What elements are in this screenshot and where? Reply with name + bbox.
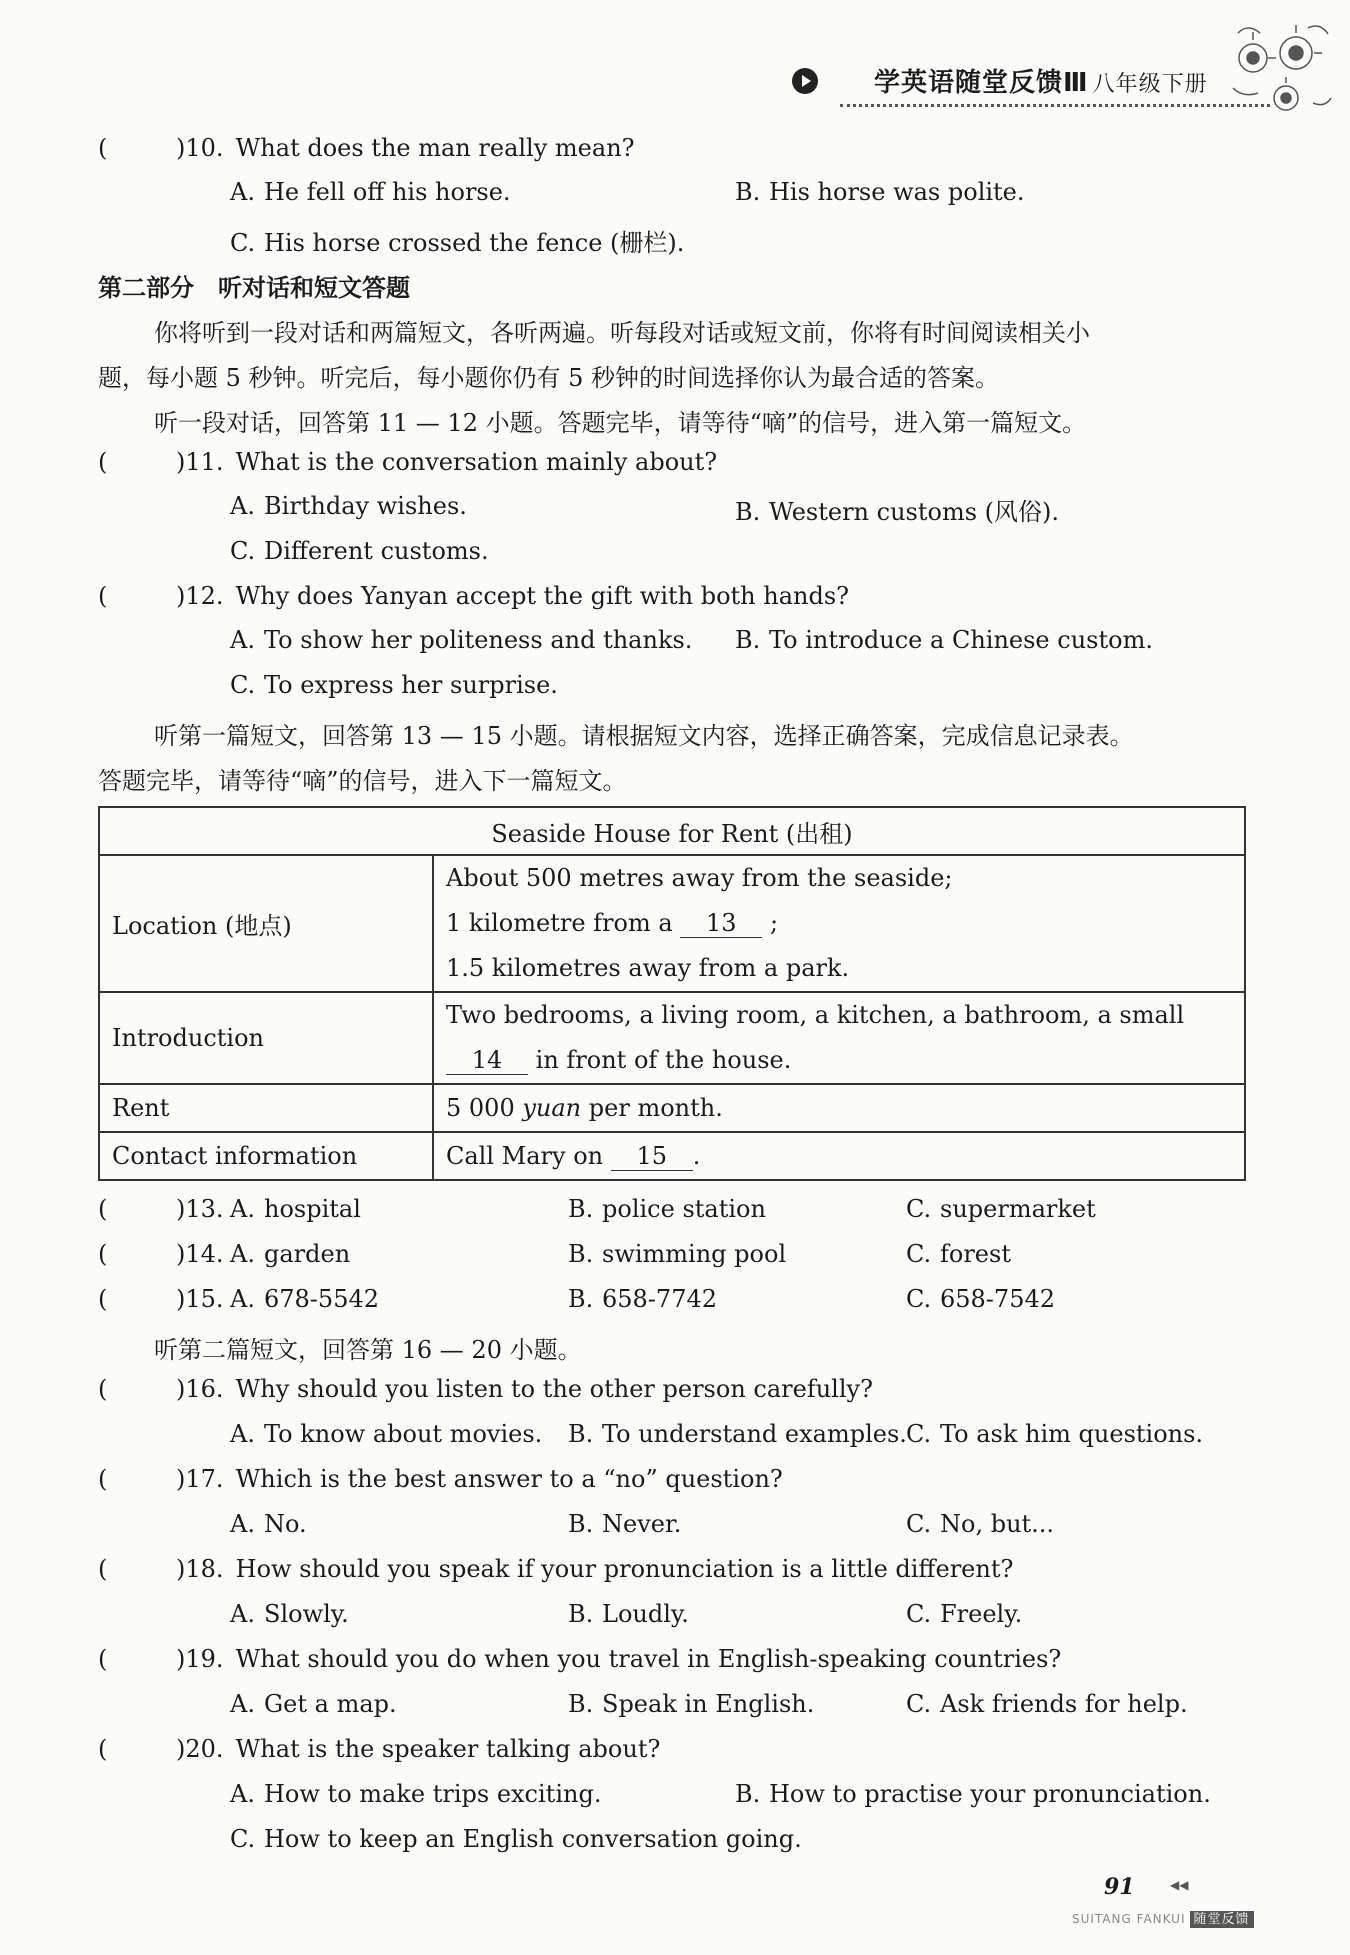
question-text: What is the conversation mainly about? (235, 448, 718, 476)
table-title: Seaside House for Rent (出租) (99, 807, 1245, 855)
question-number: )17. (176, 1465, 224, 1493)
question-15 (98, 1285, 228, 1313)
rent-label: Rent (99, 1084, 433, 1132)
instruction-line: 你将听到一段对话和两篇短文，各听两遍。听每段对话或短文前，你将有时间阅读相关小 (154, 319, 1090, 347)
question-20 (98, 1735, 660, 1763)
option-b[interactable]: B. swimming pool (568, 1240, 787, 1268)
rent-cell: 5 000 yuan per month. (433, 1084, 1245, 1132)
contact-cell: Call Mary on 15 . (433, 1132, 1245, 1180)
question-number: )15. (176, 1285, 224, 1313)
question-19 (98, 1645, 1061, 1673)
book-title: 学英语随堂反馈Ⅲ 八年级下册 (874, 68, 1208, 98)
option-a[interactable]: A. He fell off his horse. (230, 178, 511, 206)
option-b[interactable]: B. Never. (568, 1510, 682, 1538)
option-b[interactable]: B. Loudly. (568, 1600, 689, 1628)
option-a[interactable]: A. How to make trips exciting. (230, 1780, 602, 1808)
question-text: What should you do when you travel in English-speaking countries? (235, 1645, 1062, 1673)
info-table (98, 806, 1246, 1181)
option-b[interactable]: B. 658-7742 (568, 1285, 717, 1313)
section-title: 第二部分 听对话和短文答题 (98, 274, 410, 302)
answer-paren[interactable]: ( (98, 582, 108, 610)
option-b[interactable]: B. police station (568, 1195, 766, 1223)
passage-instruction: 听第二篇短文，回答第 16 — 20 小题。 (154, 1336, 582, 1364)
answer-paren[interactable]: ( (98, 1465, 108, 1493)
introduction-line: 14 in front of the house. (446, 1038, 1232, 1083)
location-line: 1 kilometre from a 13 ; (446, 909, 779, 937)
dialog-instruction: 听一段对话，回答第 11 — 12 小题。答题完毕，请等待“嘀”的信号，进入第一篇短文。 (154, 409, 1087, 437)
contact-label: Contact information (99, 1132, 433, 1180)
question-text: Why does Yanyan accept the gift with both hands? (235, 582, 850, 610)
answer-paren[interactable]: ( (98, 134, 108, 162)
location-line: About 500 metres away from the seaside; (446, 864, 953, 892)
option-c[interactable]: C. Freely. (906, 1600, 1023, 1628)
option-c[interactable]: C. 658-7542 (906, 1285, 1055, 1313)
option-c[interactable]: C. His horse crossed the fence (栅栏). (230, 229, 685, 257)
option-c[interactable]: C. Ask friends for help. (906, 1690, 1188, 1718)
question-13 (98, 1195, 228, 1223)
answer-paren[interactable]: ( (98, 1195, 108, 1223)
option-a[interactable]: A. 678-5542 (230, 1285, 379, 1313)
question-14 (98, 1240, 228, 1268)
location-cell (433, 855, 1245, 992)
question-12 (98, 582, 849, 610)
option-a[interactable]: A. No. (230, 1510, 307, 1538)
grade-label: 八年级下册 (1092, 72, 1208, 97)
double-left-arrow-icon: ◀◀ (1170, 1878, 1189, 1892)
option-c[interactable]: C. How to keep an English conversation going. (230, 1825, 802, 1853)
brand-en: SUITANG FANKUI (1072, 1912, 1186, 1926)
instruction-line: 题，每小题 5 秒钟。听完后，每小题你仍有 5 秒钟的时间选择你认为最合适的答案。 (98, 364, 1000, 392)
passage-instruction: 听第一篇短文，回答第 13 — 15 小题。请根据短文内容，选择正确答案，完成信息记录表。 (154, 722, 1134, 750)
option-b[interactable]: B. To understand examples. (568, 1420, 907, 1448)
answer-paren[interactable]: ( (98, 1735, 108, 1763)
page-number: 91 (1104, 1874, 1135, 1900)
header-divider (840, 104, 1270, 107)
introduction-label: Introduction (99, 992, 433, 1084)
footer-brand (1072, 1908, 1254, 1927)
option-b[interactable]: B. His horse was polite. (735, 178, 1025, 206)
option-a[interactable]: A. Birthday wishes. (230, 492, 467, 520)
location-label: Location (地点) (99, 855, 433, 992)
option-b[interactable]: B. Western customs (风俗). (735, 498, 1060, 526)
answer-paren[interactable]: ( (98, 1645, 108, 1673)
introduction-line: Two bedrooms, a living room, a kitchen, a bathroom, a small (446, 1001, 1185, 1029)
option-c[interactable]: C. forest (906, 1240, 1011, 1268)
question-text: How should you speak if your pronunciation is a little different? (235, 1555, 1014, 1583)
question-number: )14. (176, 1240, 224, 1268)
option-c[interactable]: C. No, but... (906, 1510, 1055, 1538)
question-text: Which is the best answer to a “no” question? (235, 1465, 783, 1493)
question-10 (98, 134, 635, 162)
question-17 (98, 1465, 783, 1493)
question-number: )12. (176, 582, 224, 610)
option-b[interactable]: B. How to practise your pronunciation. (735, 1780, 1211, 1808)
option-c[interactable]: C. Different customs. (230, 537, 489, 565)
question-number: )18. (176, 1555, 224, 1583)
option-b[interactable]: B. To introduce a Chinese custom. (735, 626, 1153, 654)
answer-paren[interactable]: ( (98, 1375, 108, 1403)
answer-paren[interactable]: ( (98, 448, 108, 476)
question-text: What does the man really mean? (235, 134, 635, 162)
question-16 (98, 1375, 873, 1403)
location-line: 1.5 kilometres away from a park. (446, 954, 850, 982)
question-number: )10. (176, 134, 224, 162)
option-a[interactable]: A. hospital (230, 1195, 361, 1223)
question-18 (98, 1555, 1013, 1583)
question-number: )20. (176, 1735, 224, 1763)
answer-paren[interactable]: ( (98, 1555, 108, 1583)
introduction-cell (433, 992, 1245, 1084)
answer-paren[interactable]: ( (98, 1285, 108, 1313)
blank-15[interactable]: 15 (611, 1142, 693, 1171)
option-c[interactable]: C. To ask him questions. (906, 1420, 1204, 1448)
option-c[interactable]: C. supermarket (906, 1195, 1096, 1223)
page-header (790, 58, 1290, 118)
option-a[interactable]: A. Get a map. (230, 1690, 397, 1718)
question-text: What is the speaker talking about? (235, 1735, 661, 1763)
play-circle-icon (792, 68, 818, 94)
passage-instruction: 答题完毕，请等待“嘀”的信号，进入下一篇短文。 (98, 767, 627, 795)
question-number: )13. (176, 1195, 224, 1223)
flower-ornament-icon (1218, 18, 1338, 128)
option-c[interactable]: C. To express her surprise. (230, 671, 558, 699)
question-number: )11. (176, 448, 224, 476)
option-a[interactable]: A. To show her politeness and thanks. (230, 626, 693, 654)
option-a[interactable]: A. To know about movies. (230, 1420, 543, 1448)
option-b[interactable]: B. Speak in English. (568, 1690, 815, 1718)
brand-cn: 随堂反馈 (1190, 1911, 1254, 1928)
blank-14[interactable]: 14 (446, 1046, 528, 1075)
question-number: )19. (176, 1645, 224, 1673)
option-a[interactable]: A. garden (230, 1240, 351, 1268)
question-11 (98, 448, 717, 476)
option-a[interactable]: A. Slowly. (230, 1600, 349, 1628)
answer-paren[interactable]: ( (98, 1240, 108, 1268)
question-number: )16. (176, 1375, 224, 1403)
blank-13[interactable]: 13 (680, 909, 762, 938)
question-text: Why should you listen to the other person carefully? (235, 1375, 873, 1403)
